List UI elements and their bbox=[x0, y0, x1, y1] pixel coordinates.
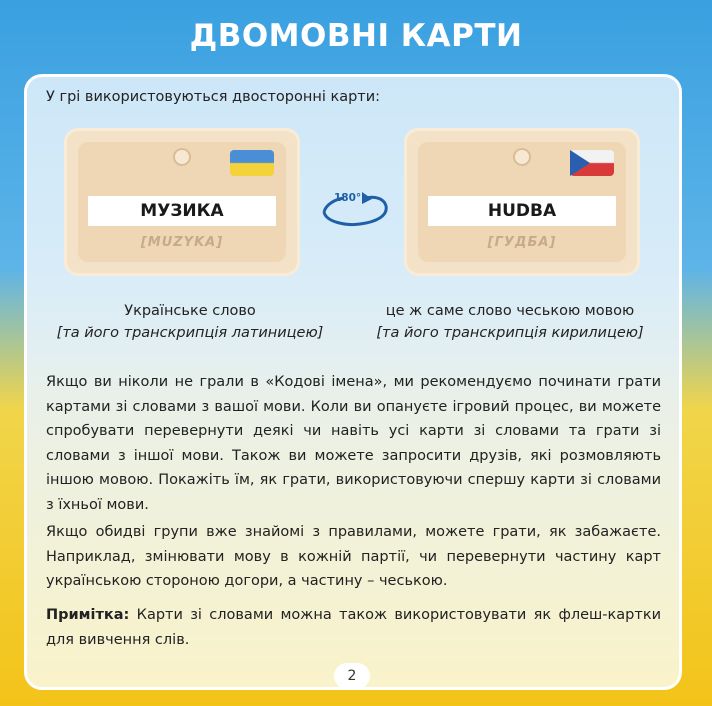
caption-czech bbox=[360, 300, 660, 344]
caption-note: [та його транскрипція латиницею] bbox=[56, 325, 324, 341]
note-text: Карти зі словами можна також використовувати як флеш-картки для вивчення слів. bbox=[46, 607, 662, 648]
card-transcription: [MUZYKA] bbox=[140, 235, 224, 250]
caption-text: Українське слово bbox=[124, 303, 256, 319]
czech-flag-icon bbox=[570, 150, 614, 176]
card-transcription: [ГУДБА] bbox=[487, 235, 557, 250]
card-czech bbox=[404, 128, 640, 276]
page-number: 2 bbox=[334, 663, 370, 689]
note-paragraph bbox=[46, 603, 661, 652]
caption-text: це ж саме слово чеською мовою bbox=[385, 303, 635, 319]
card-word: МУЗИКА bbox=[88, 196, 276, 226]
intro-text: У грі використовуються двосторонні карти: bbox=[46, 89, 381, 105]
card-word: HUDBA bbox=[428, 196, 616, 226]
rotate-label: 180° bbox=[334, 192, 362, 204]
note-label: Примітка: bbox=[46, 607, 130, 623]
card-hole bbox=[173, 148, 191, 166]
card-hole bbox=[513, 148, 531, 166]
card-ukrainian bbox=[64, 128, 300, 276]
page-title: ДВОМОВНІ КАРТИ bbox=[189, 18, 523, 54]
paragraph-2: Якщо обидві групи вже знайомі з правилами, можете грати, як забажаєте. Наприклад, змінювати мову в кожній партії, чи перевернути частину карт українською стороною догори, а частину – чеською. bbox=[46, 524, 661, 589]
paragraph-1: Якщо ви ніколи не грали в «Кодові імена», ми рекомендуємо починати грати картами зі словами з вашої мови. Коли ви опануєте ігровий процес, ви можете спробувати перевернути деякі чи навіть усі карти зі словами та грати зі словами з іншої мови. Також ви можете запросити друзів, які розмовляють іншою мовою. Покажіть їм, як грати, використовуючи спершу карти зі словами з їхньої мови. bbox=[46, 374, 661, 513]
ukraine-flag-icon bbox=[230, 150, 274, 176]
caption-note: [та його транскрипція кирилицею] bbox=[376, 325, 644, 341]
caption-ukrainian bbox=[40, 300, 340, 344]
